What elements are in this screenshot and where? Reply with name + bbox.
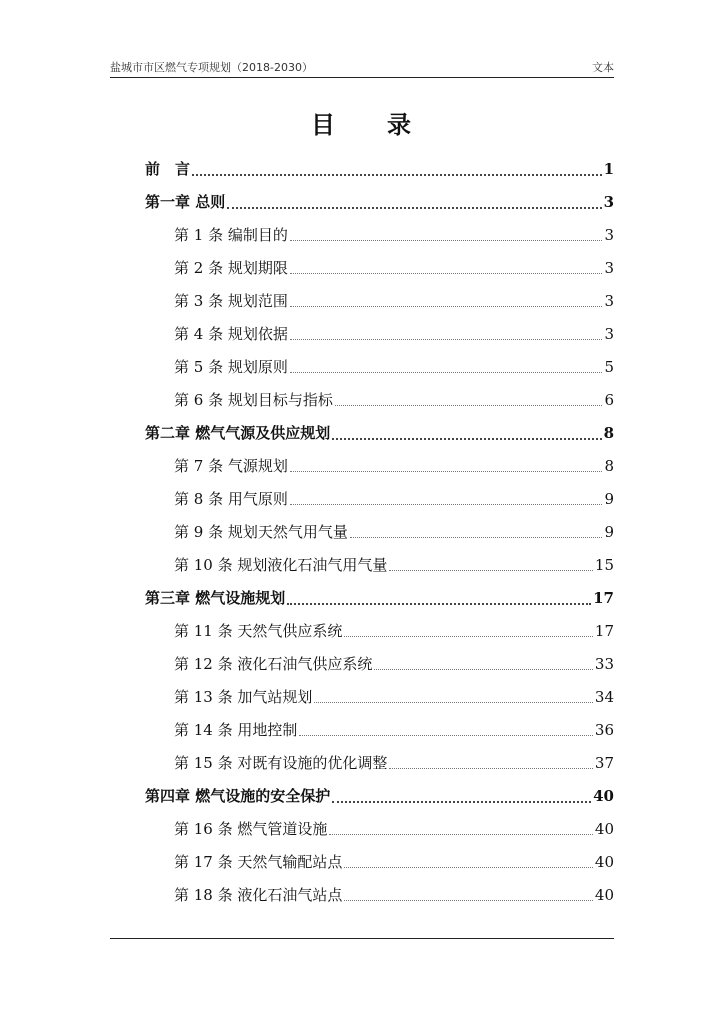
toc-dot-leader: [389, 560, 593, 571]
toc-chapter-entry[interactable]: [145, 185, 614, 218]
toc-entry-label: 第三章 燃气设施规划: [145, 589, 286, 607]
toc-entry-label: 第四章 燃气设施的安全保护: [145, 787, 331, 805]
toc-page-number: 17: [594, 621, 614, 640]
toc-dot-leader: [299, 725, 593, 736]
toc-article-entry[interactable]: [145, 317, 614, 350]
toc-dot-leader: [290, 230, 603, 241]
toc-page-number: 9: [604, 489, 614, 508]
toc-entry-label: 第 2 条 规划期限: [174, 259, 288, 277]
toc-article-entry[interactable]: [145, 482, 614, 515]
toc-page-number: 3: [603, 192, 614, 211]
toc-article-entry[interactable]: [145, 251, 614, 284]
toc-dot-leader: [344, 857, 593, 868]
toc-page-number: 40: [593, 786, 614, 805]
toc-chapter-entry[interactable]: [145, 416, 614, 449]
toc-article-entry[interactable]: [145, 449, 614, 482]
toc-page-number: 6: [604, 390, 614, 409]
toc-entry-label: 第 1 条 编制目的: [174, 226, 288, 244]
toc-page-number: 33: [594, 654, 614, 673]
toc-page-number: 3: [604, 225, 614, 244]
table-of-contents: [145, 152, 614, 911]
toc-page-number: 1: [603, 159, 614, 178]
toc-entry-label: 第 14 条 用地控制: [174, 721, 298, 739]
section-label: 文本: [592, 61, 614, 74]
toc-entry-label: 第 3 条 规划范围: [174, 292, 288, 310]
footer-divider: [110, 938, 614, 939]
toc-entry-label: 第二章 燃气气源及供应规划: [145, 424, 331, 442]
toc-dot-leader: [374, 659, 593, 670]
toc-dot-leader: [227, 197, 601, 209]
toc-page-number: 9: [604, 522, 614, 541]
toc-entry-label: 第 18 条 液化石油气站点: [174, 886, 343, 904]
document-title: 盐城市市区燃气专项规划（2018-2030）: [110, 61, 313, 74]
toc-article-entry[interactable]: [145, 713, 614, 746]
toc-entry-label: 第 6 条 规划目标与指标: [174, 391, 333, 409]
toc-dot-leader: [332, 791, 591, 803]
toc-entry-label: 第 10 条 规划液化石油气用气量: [174, 556, 388, 574]
toc-chapter-entry[interactable]: [145, 152, 614, 185]
toc-article-entry[interactable]: [145, 383, 614, 416]
toc-article-entry[interactable]: [145, 746, 614, 779]
toc-article-entry[interactable]: [145, 680, 614, 713]
toc-dot-leader: [335, 395, 603, 406]
toc-entry-label: 第 9 条 规划天然气用气量: [174, 523, 348, 541]
toc-article-entry[interactable]: [145, 284, 614, 317]
toc-article-entry[interactable]: [145, 845, 614, 878]
toc-page-number: 15: [594, 555, 614, 574]
toc-article-entry[interactable]: [145, 647, 614, 680]
toc-page-number: 8: [604, 456, 614, 475]
toc-page-number: 40: [594, 819, 614, 838]
toc-title: [0, 105, 724, 140]
toc-entry-label: 第 4 条 规划依据: [174, 325, 288, 343]
toc-entry-label: 第 5 条 规划原则: [174, 358, 288, 376]
toc-article-entry[interactable]: [145, 218, 614, 251]
toc-article-entry[interactable]: [145, 878, 614, 911]
toc-chapter-entry[interactable]: [145, 581, 614, 614]
toc-dot-leader: [287, 593, 591, 605]
toc-chapter-entry[interactable]: [145, 779, 614, 812]
toc-dot-leader: [389, 758, 593, 769]
toc-page-number: 3: [604, 291, 614, 310]
toc-page-number: 3: [604, 258, 614, 277]
toc-page-number: 5: [604, 357, 614, 376]
toc-dot-leader: [290, 329, 603, 340]
toc-entry-label: 第 15 条 对既有设施的优化调整: [174, 754, 388, 772]
toc-entry-label: 前 言: [145, 160, 191, 178]
toc-page-number: 40: [594, 885, 614, 904]
toc-entry-label: 第 11 条 天然气供应系统: [174, 622, 343, 640]
toc-dot-leader: [290, 263, 603, 274]
toc-dot-leader: [192, 164, 602, 176]
toc-dot-leader: [290, 296, 603, 307]
toc-page-number: 17: [593, 588, 614, 607]
toc-page-number: 8: [603, 423, 614, 442]
toc-dot-leader: [290, 494, 603, 505]
toc-article-entry[interactable]: [145, 515, 614, 548]
toc-entry-label: 第一章 总则: [145, 193, 226, 211]
toc-page-number: 36: [594, 720, 614, 739]
toc-title-left: 目: [311, 111, 337, 139]
toc-article-entry[interactable]: [145, 350, 614, 383]
toc-entry-label: 第 17 条 天然气输配站点: [174, 853, 343, 871]
toc-page-number: 34: [594, 687, 614, 706]
toc-entry-label: 第 12 条 液化石油气供应系统: [174, 655, 373, 673]
toc-dot-leader: [350, 527, 603, 538]
toc-entry-label: 第 16 条 燃气管道设施: [174, 820, 328, 838]
toc-entry-label: 第 13 条 加气站规划: [174, 688, 313, 706]
toc-dot-leader: [290, 461, 603, 472]
toc-dot-leader: [344, 626, 593, 637]
toc-page-number: 3: [604, 324, 614, 343]
toc-dot-leader: [332, 428, 601, 440]
toc-dot-leader: [290, 362, 603, 373]
toc-dot-leader: [329, 824, 593, 835]
toc-dot-leader: [314, 692, 593, 703]
toc-entry-label: 第 7 条 气源规划: [174, 457, 288, 475]
toc-title-right: 录: [387, 111, 413, 139]
page-header: [110, 55, 614, 78]
toc-article-entry[interactable]: [145, 614, 614, 647]
toc-page-number: 40: [594, 852, 614, 871]
toc-article-entry[interactable]: [145, 812, 614, 845]
toc-entry-label: 第 8 条 用气原则: [174, 490, 288, 508]
toc-page-number: 37: [594, 753, 614, 772]
toc-dot-leader: [344, 890, 593, 901]
toc-article-entry[interactable]: [145, 548, 614, 581]
